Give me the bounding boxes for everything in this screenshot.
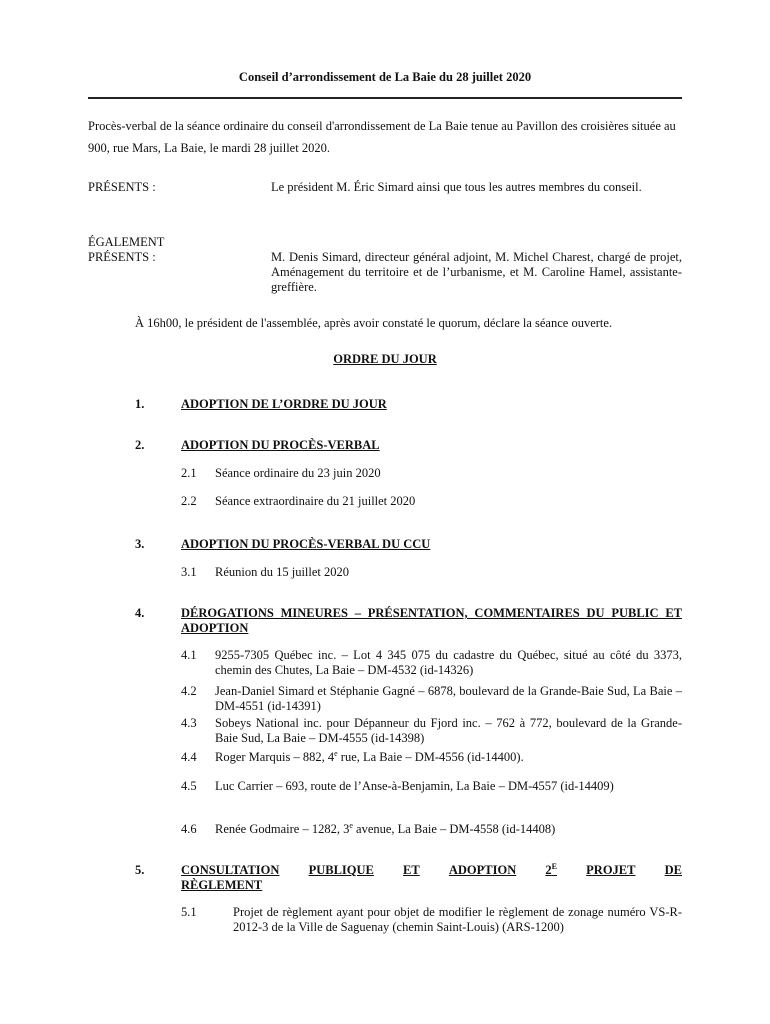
item-number: 4.4 (181, 750, 197, 764)
opening-paragraph: À 16h00, le président de l'assemblée, après avoir constaté le quorum, déclare la séance ouverte. (135, 316, 613, 330)
item-text: Roger Marquis – 882, 4e rue, La Baie – DM-4556 (id-14400). (215, 748, 524, 764)
item-number: 3.1 (181, 565, 197, 579)
item-text: Projet de règlement ayant pour objet de modifier le règlement de zonage numéro VS-R-2012-3 de la Ville de Saguenay (chemin Saint-Louis) (ARS-1200) (233, 905, 682, 934)
section-number: 2. (135, 438, 145, 452)
egalement-label-line2: PRÉSENTS : (88, 250, 156, 264)
item-number: 4.1 (181, 648, 197, 662)
item-text: Jean-Daniel Simard et Stéphanie Gagné – 6878, boulevard de la Grande-Baie Sud, La Baie – DM-4551 (id-14391) (215, 684, 682, 713)
item-text: Sobeys National inc. pour Dépanneur du Fjord inc. – 762 à 772, boulevard de la Grande-Baie Sud, La Baie – DM-4555 (id-14398) (215, 716, 682, 745)
egalement-text: M. Denis Simard, directeur général adjoint, M. Michel Charest, chargé de projet, Aménagement du territoire et de l’urbanisme, et M. Caroline Hamel, assistante-greffière. (271, 250, 682, 294)
section-title: ADOPTION DU PROCÈS-VERBAL (181, 438, 380, 452)
item-number: 4.3 (181, 716, 197, 730)
section-number: 1. (135, 397, 145, 411)
item-text: Réunion du 15 juillet 2020 (215, 565, 350, 579)
item-number: 2.2 (181, 494, 197, 508)
item-number: 4.5 (181, 779, 197, 793)
section-number: 3. (135, 537, 145, 551)
presents-text: Le président M. Éric Simard ainsi que tous les autres membres du conseil. (271, 180, 642, 194)
item-text: Renée Godmaire – 1282, 3e avenue, La Baie – DM-4558 (id-14408) (215, 820, 556, 836)
section-title: DÉROGATIONS MINEURES – PRÉSENTATION, COMMENTAIRES DU PUBLIC ET ADOPTION (181, 606, 682, 635)
item-number: 2.1 (181, 466, 197, 480)
section-title: ADOPTION DU PROCÈS-VERBAL DU CCU (181, 537, 431, 551)
title-divider (88, 97, 682, 99)
item-number: 5.1 (181, 905, 197, 919)
section-title: CONSULTATION PUBLIQUE ET ADOPTION $2^E$ PROJET DE (181, 861, 682, 877)
agenda-heading: ORDRE DU JOUR (333, 352, 437, 366)
section-number: 5. (135, 863, 145, 877)
document-title: Conseil d’arrondissement de La Baie du 28 juillet 2020 (238, 70, 532, 84)
section-title: ADOPTION DE L’ORDRE DU JOUR (181, 397, 387, 411)
section-title-continued: RÈGLEMENT (181, 878, 263, 892)
item-text: 9255-7305 Québec inc. – Lot 4 345 075 du cadastre du Québec, situé au côté du 3373, chemin des Chutes, La Baie – DM-4532 (id-14326) (215, 648, 682, 677)
presents-label: PRÉSENTS : (88, 180, 156, 194)
item-text: Séance ordinaire du 23 juin 2020 (215, 466, 381, 480)
item-text: Luc Carrier – 693, route de l’Anse-à-Benjamin, La Baie – DM-4557 (id-14409) (215, 779, 614, 793)
section-number: 4. (135, 606, 145, 620)
egalement-label-line1: ÉGALEMENT (88, 235, 165, 249)
item-text: Séance extraordinaire du 21 juillet 2020 (215, 494, 416, 508)
item-number: 4.6 (181, 822, 197, 836)
intro-paragraph: Procès-verbal de la séance ordinaire du conseil d'arrondissement de La Baie tenue au Pavillon des croisières située au 900, rue Mars, La Baie, le mardi 28 juillet 2020. (88, 119, 676, 155)
item-number: 4.2 (181, 684, 197, 698)
